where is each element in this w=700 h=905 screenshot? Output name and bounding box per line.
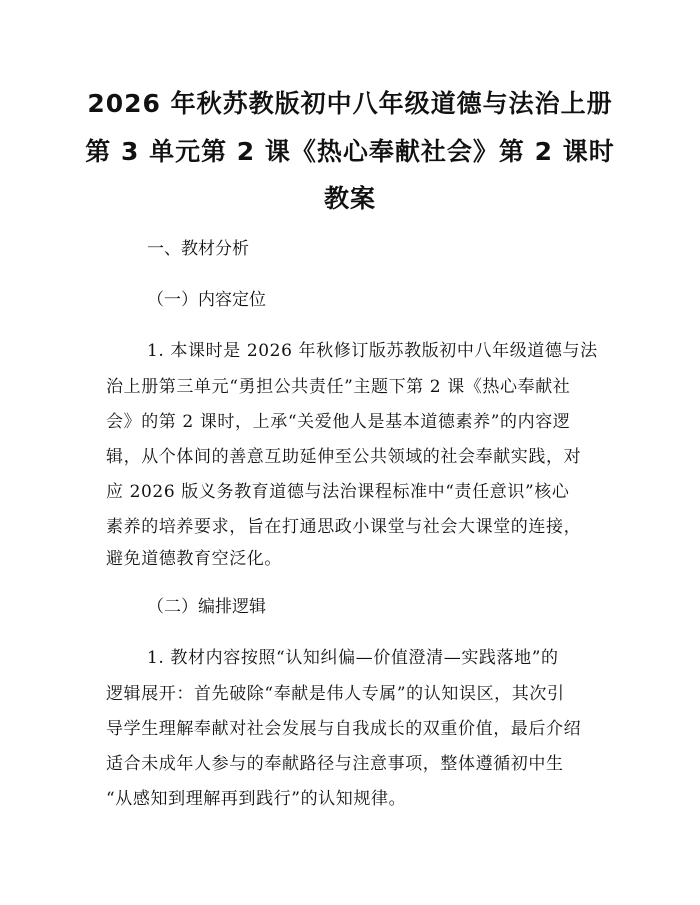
paragraph-1-line: 治上册第三单元“勇担公共责任”主题下第 2 课《热心奉献社 [106, 377, 571, 397]
subsection-heading-content-positioning: （一）内容定位 [147, 290, 266, 310]
paragraph-2-line: 逻辑展开：首先破除“奉献是伟人专属”的认知误区，其次引 [106, 684, 565, 704]
subsection-heading-arrangement-logic: （二）编排逻辑 [147, 597, 266, 617]
paragraph-1-line: 素养的培养要求，旨在打通思政小课堂与社会大课堂的连接， [106, 517, 582, 537]
paragraph-1-line: 辑，从个体间的善意互助延伸至公共领域的社会奉献实践，对 [106, 447, 582, 467]
document-title-line-1: 2026 年秋苏教版初中八年级道德与法治上册 [87, 89, 613, 118]
paragraph-2-line: “从感知到理解再到践行”的认知规律。 [106, 789, 407, 809]
paragraph-2-line: 导学生理解奉献对社会发展与自我成长的双重价值，最后介绍 [106, 719, 582, 739]
paragraph-1-line: 1. 本课时是 2026 年秋修订版苏教版初中八年级道德与法 [147, 341, 598, 361]
section-heading-textbook-analysis: 一、教材分析 [147, 239, 249, 259]
paragraph-1-line: 避免道德教育空泛化。 [106, 549, 282, 569]
paragraph-2-line: 1. 教材内容按照“认知纠偏—价值澄清—实践落地”的 [147, 648, 559, 668]
document-title-line-3: 教案 [323, 184, 376, 213]
document-title-line-2: 第 3 单元第 2 课《热心奉献社会》第 2 课时 [85, 137, 615, 166]
paragraph-1-line: 会》的第 2 课时，上承“关爱他人是基本道德素养”的内容逻 [106, 412, 571, 432]
paragraph-1-line: 应 2026 版义务教育道德与法治课程标准中“责任意识”核心 [106, 482, 570, 502]
paragraph-2-line: 适合未成年人参与的奉献路径与注意事项，整体遵循初中生 [106, 754, 564, 774]
